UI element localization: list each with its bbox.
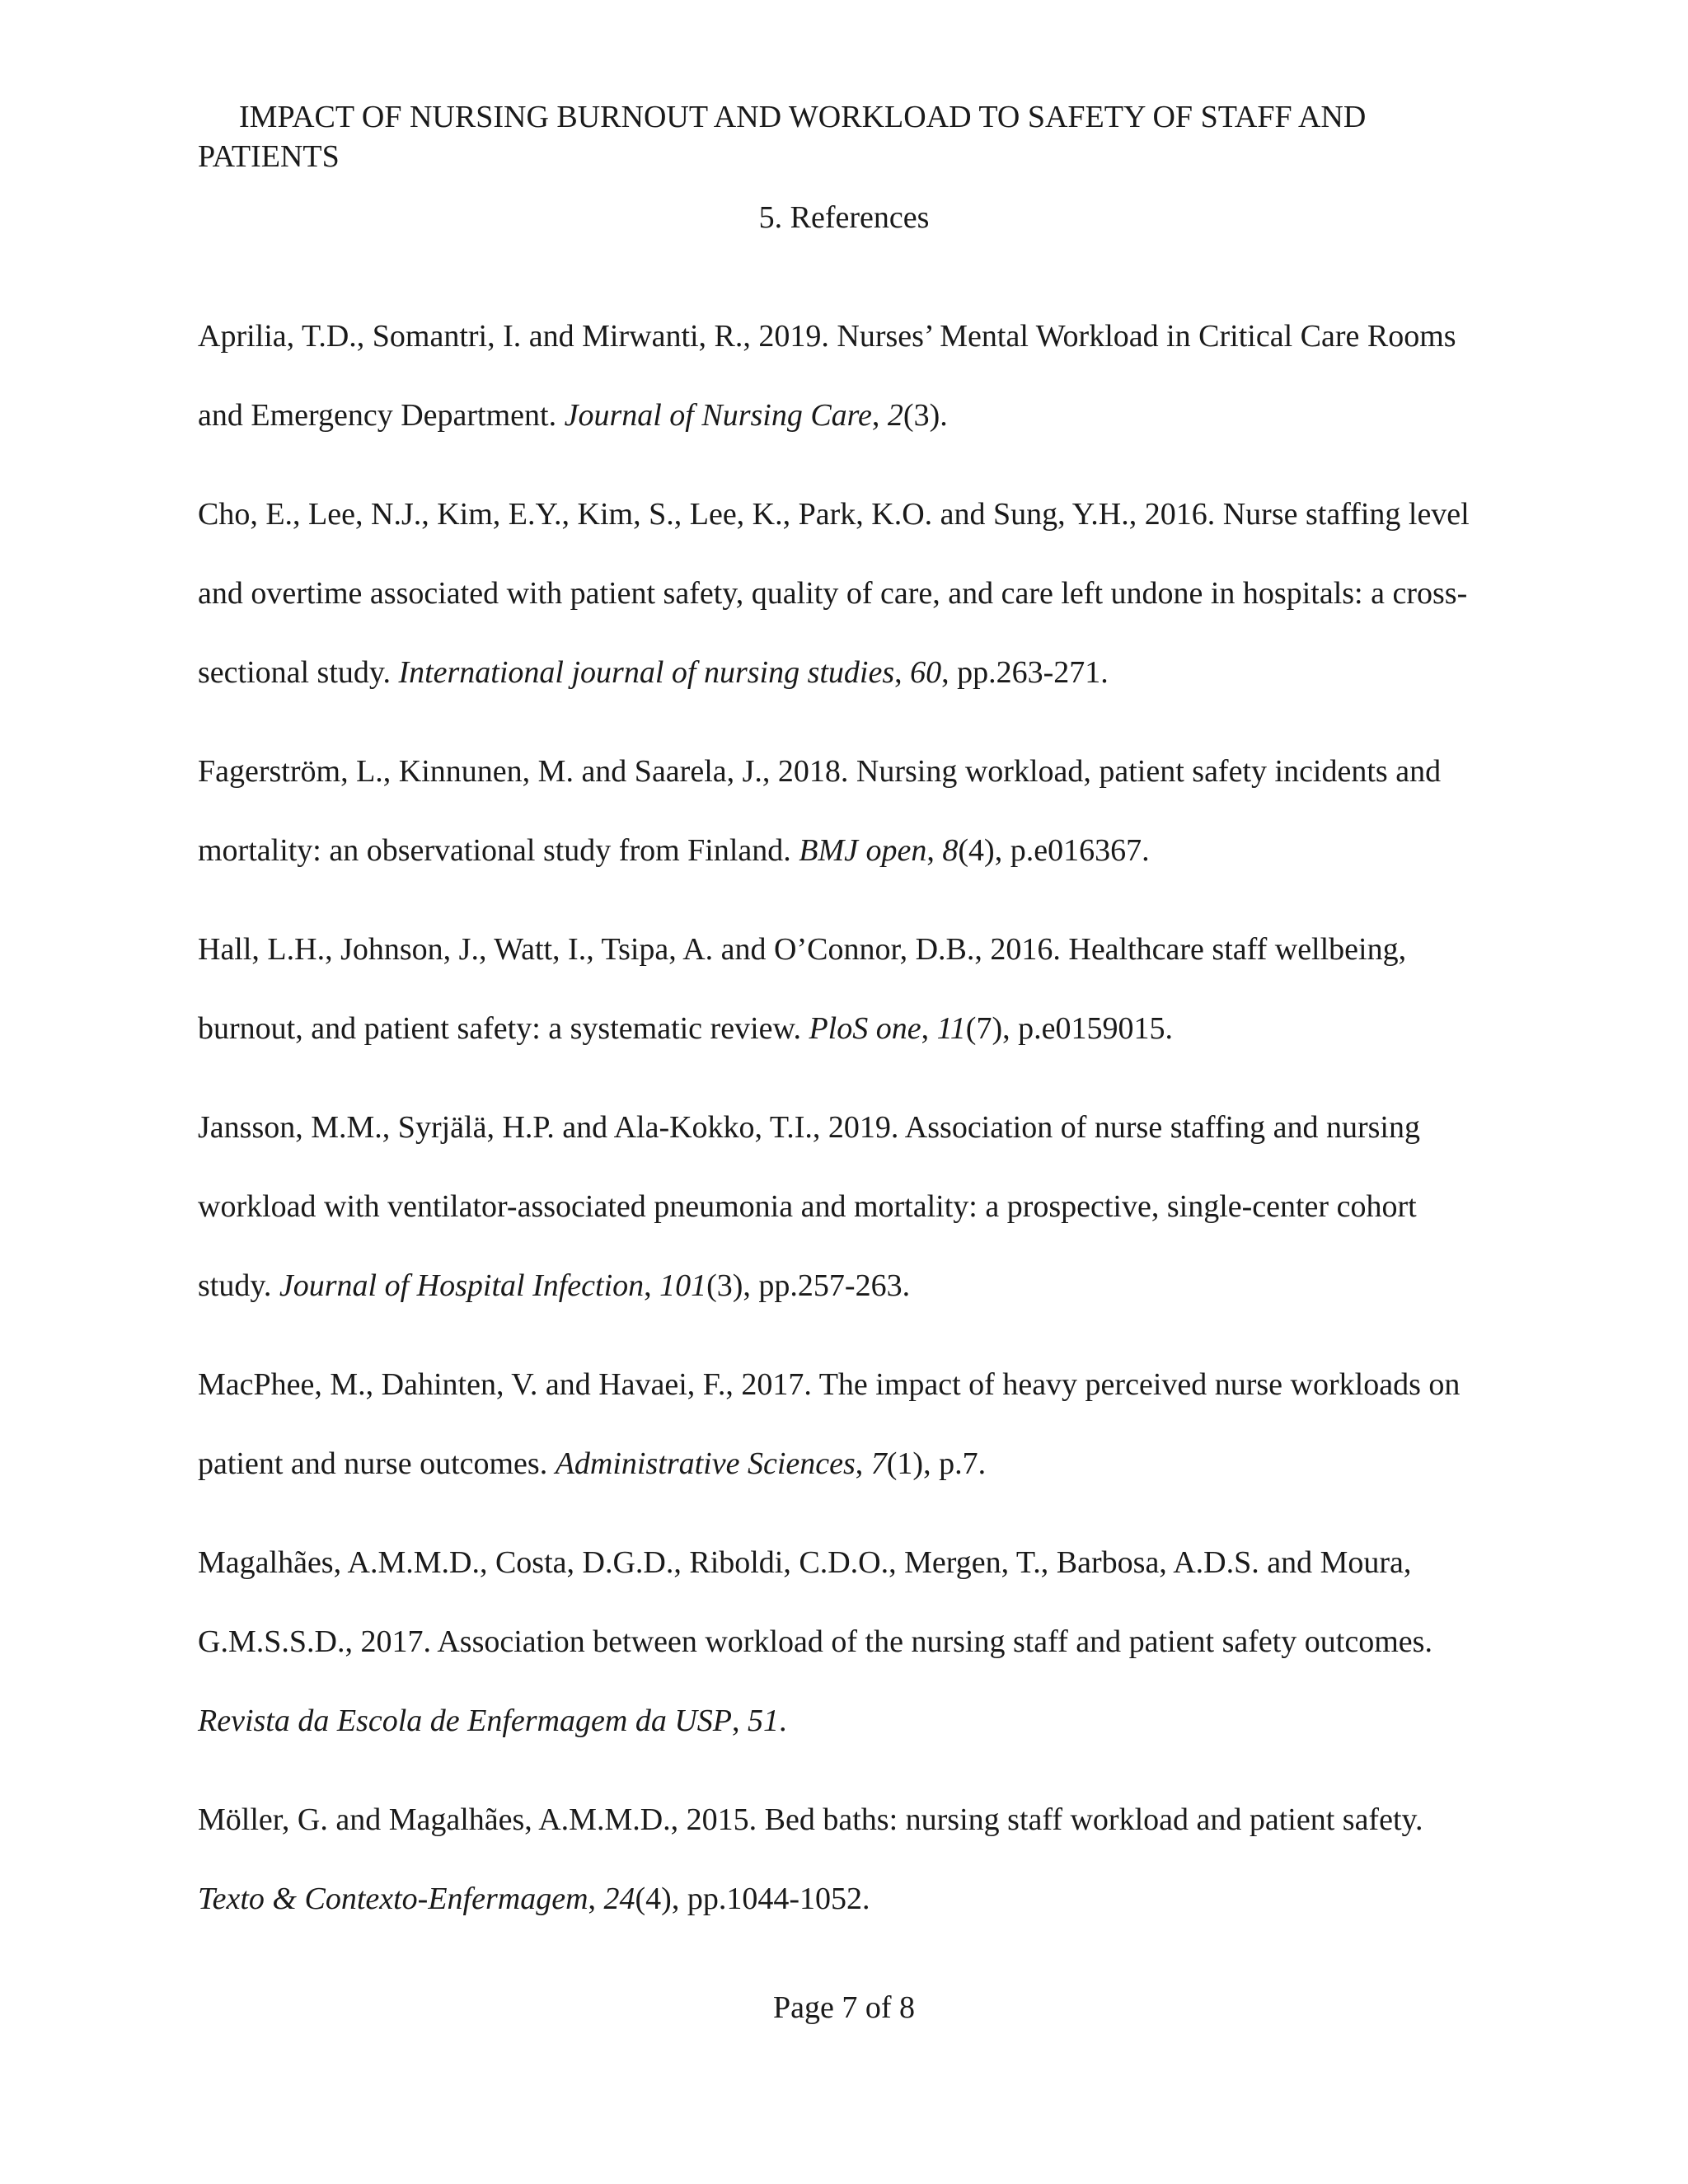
reference-list <box>198 297 1484 1958</box>
journal-title: Journal of Nursing Care <box>564 398 872 433</box>
reference-text: Aprilia, T.D., Somantri, I. and Mirwanti, R., 2019. Nurses’ Mental Workload in Critical Care Rooms and Emergency Department. <box>198 319 1456 433</box>
separator: , <box>894 655 911 690</box>
section-title: 5. References <box>758 200 930 235</box>
running-head: IMPACT OF NURSING BURNOUT AND WORKLOAD TO SAFETY OF STAFF AND PATIENTS <box>198 100 1367 174</box>
reference-text: MacPhee, M., Dahinten, V. and Havaei, F., 2017. The impact of heavy perceived nurse workloads on patient and nurse outcomes. <box>198 1367 1461 1481</box>
reference-entry <box>198 910 1484 1068</box>
reference-text: Hall, L.H., Johnson, J., Watt, I., Tsipa, A. and O’Connor, D.B., 2016. Healthcare staff wellbeing, burnout, and patient safety: a systematic review. <box>198 932 1407 1046</box>
issue-pages: . <box>778 1704 787 1738</box>
issue-pages: (4), pp.1044-1052. <box>635 1882 870 1916</box>
issue-pages: (1), p.7. <box>886 1446 987 1481</box>
volume: 51 <box>747 1704 779 1738</box>
volume: 8 <box>942 833 959 868</box>
reference-entry <box>198 1523 1484 1760</box>
separator: , <box>644 1268 660 1303</box>
reference-entry <box>198 1088 1484 1325</box>
journal-title: BMJ open <box>799 833 927 868</box>
separator: , <box>926 833 943 868</box>
journal-title: Texto & Contexto-Enfermagem <box>198 1882 588 1916</box>
journal-title: International journal of nursing studies <box>398 655 895 690</box>
reference-entry <box>198 475 1484 712</box>
volume: 11 <box>936 1011 966 1046</box>
reference-text: Jansson, M.M., Syrjälä, H.P. and Ala-Kokko, T.I., 2019. Association of nurse staffing and nursing workload with ventilator-associated pneumonia and mortality: a prospective, single-center cohort study. <box>198 1110 1420 1303</box>
journal-title: Administrative Sciences <box>555 1446 856 1481</box>
separator: , <box>871 398 888 433</box>
reference-entry <box>198 1345 1484 1503</box>
issue-pages: (3), pp.257-263. <box>706 1268 911 1303</box>
volume: 60 <box>910 655 942 690</box>
reference-entry <box>198 297 1484 455</box>
reference-entry <box>198 732 1484 890</box>
page-number: Page 7 of 8 <box>772 1990 916 2025</box>
issue-pages: (7), p.e0159015. <box>965 1011 1173 1046</box>
issue-pages: , pp.263-271. <box>941 655 1109 690</box>
reference-text: Möller, G. and Magalhães, A.M.M.D., 2015. Bed baths: nursing staff workload and patient safety. <box>198 1802 1423 1837</box>
reference-text: Fagerström, L., Kinnunen, M. and Saarela, J., 2018. Nursing workload, patient safety incidents and mortality: an observational study from Finland. <box>198 754 1442 868</box>
journal-title: PloS one <box>809 1011 921 1046</box>
issue-pages: (3). <box>903 398 948 433</box>
journal-title: Journal of Hospital Infection <box>279 1268 645 1303</box>
separator: , <box>855 1446 871 1481</box>
separator: , <box>921 1011 937 1046</box>
separator: , <box>731 1704 748 1738</box>
reference-text: Magalhães, A.M.M.D., Costa, D.G.D., Riboldi, C.D.O., Mergen, T., Barbosa, A.D.S. and Moura, G.M.S.S.D., 2017. Association between workload of the nursing staff and patient safety outcomes. <box>198 1545 1432 1659</box>
separator: , <box>588 1882 604 1916</box>
volume: 101 <box>659 1268 707 1303</box>
reference-text: Cho, E., Lee, N.J., Kim, E.Y., Kim, S., Lee, K., Park, K.O. and Sung, Y.H., 2016. Nurse staffing level and overtime associated with patient safety, quality of care, and care left undone in hospitals: a cross-sectional study. <box>198 497 1470 690</box>
volume: 2 <box>887 398 903 433</box>
volume: 24 <box>603 1882 635 1916</box>
issue-pages: (4), p.e016367. <box>958 833 1150 868</box>
journal-title: Revista da Escola de Enfermagem da USP <box>198 1704 732 1738</box>
reference-entry <box>198 1780 1484 1938</box>
volume: 7 <box>870 1446 887 1481</box>
